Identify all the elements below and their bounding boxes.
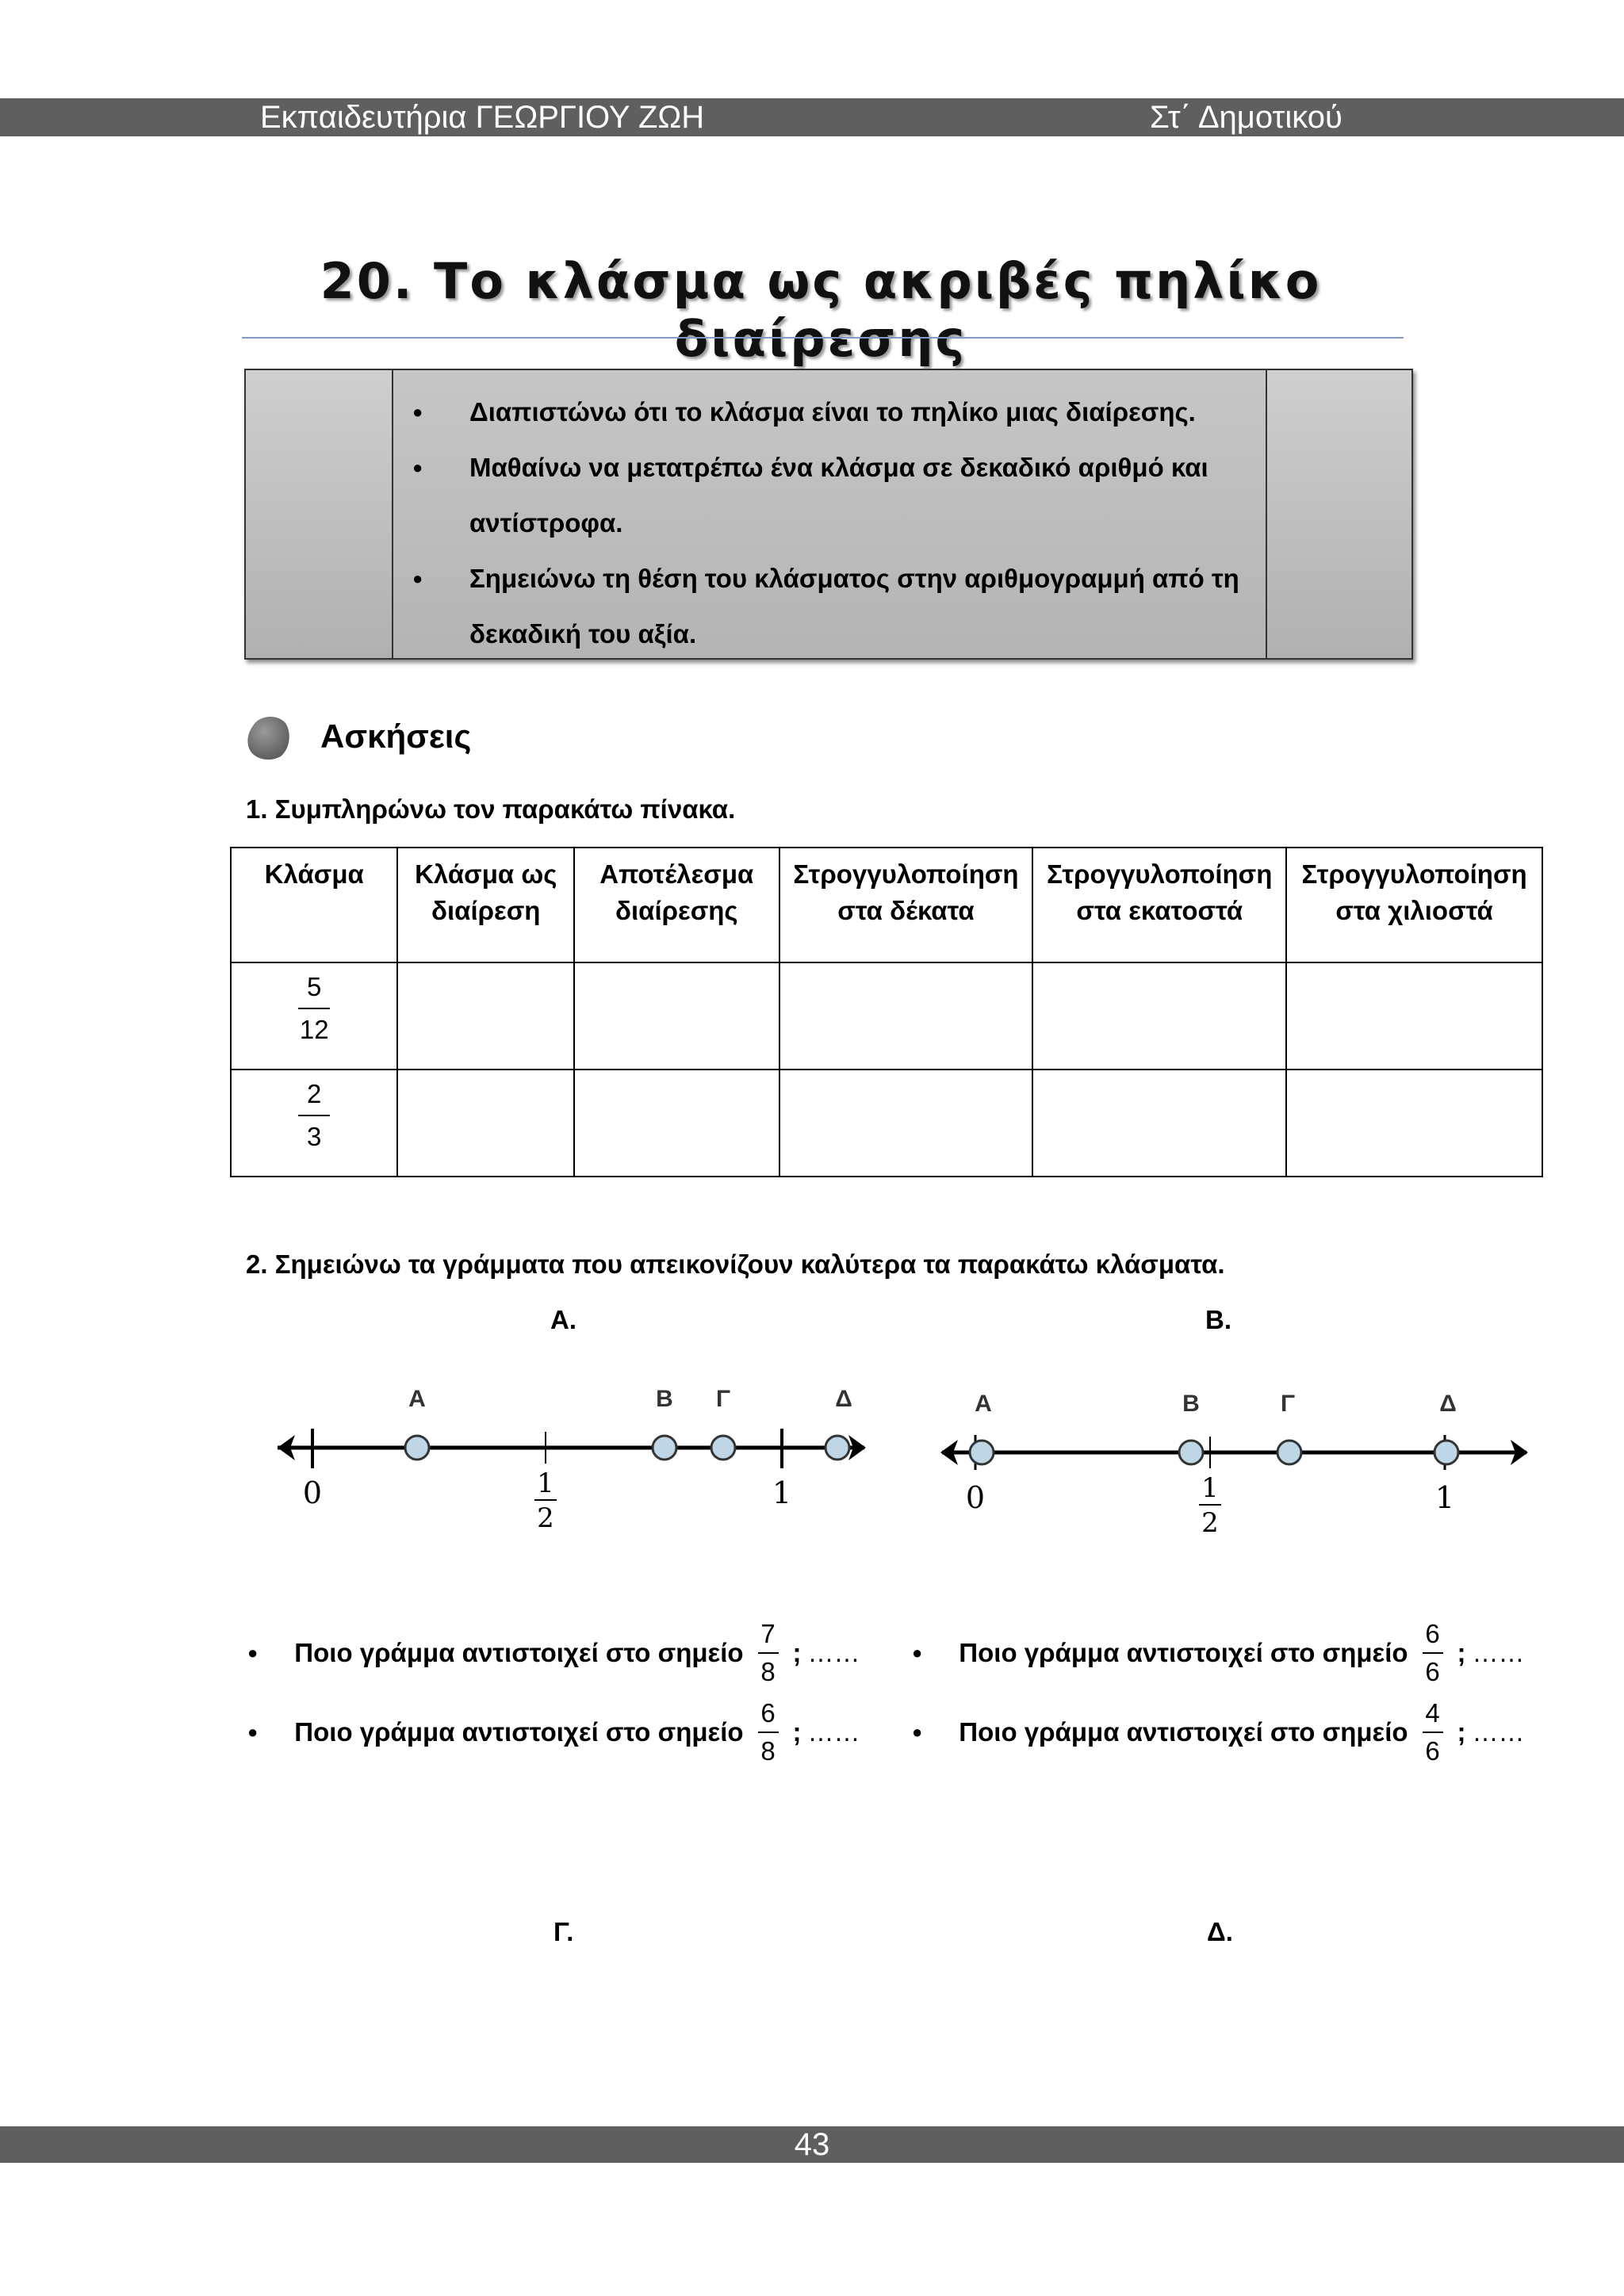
bullet-icon: ● (247, 1722, 259, 1742)
denominator: 8 (760, 1657, 776, 1686)
school-name: Εκπαιδευτήρια ΓΕΩΡΓΙΟΥ ΖΩΗ (260, 100, 705, 135)
exercises-heading: Ασκήσεις (320, 718, 472, 755)
denominator: 6 (1425, 1657, 1440, 1686)
tick-label-one: 1 (772, 1475, 792, 1510)
question-text: Ποιο γράμμα αντιστοιχεί στο σημείο (959, 1717, 1408, 1747)
point-label: Δ (835, 1386, 852, 1412)
denominator: 6 (1425, 1736, 1440, 1766)
fraction-table (230, 847, 1543, 1177)
goals-right-panel (1266, 370, 1411, 658)
column-header: Κλάσμα (231, 848, 397, 962)
part-b-label: Β. (1205, 1305, 1231, 1334)
fraction-bar (298, 1115, 330, 1116)
numerator: 6 (760, 1698, 776, 1728)
answer-cell[interactable] (779, 962, 1033, 1070)
point-d (1434, 1391, 1458, 1464)
goals-box (244, 369, 1413, 660)
denominator: 8 (760, 1736, 776, 1766)
number-line-a (262, 1372, 880, 1546)
point-label: Α (975, 1391, 992, 1417)
answer-cell[interactable] (574, 1070, 779, 1177)
goal-item: ● Μαθαίνω να μετατρέπω ένα κλάσμα σε δεκαδικό αριθμό και αντίστροφα. (412, 440, 1253, 551)
question-text: Ποιο γράμμα αντιστοιχεί στο σημείο (294, 1717, 744, 1747)
point-label: Β (656, 1386, 673, 1412)
column-header: Κλάσμα ως διαίρεση (397, 848, 574, 962)
fraction-cell (231, 1070, 397, 1177)
answer-cell[interactable] (779, 1070, 1033, 1177)
answer-cell[interactable] (397, 1070, 574, 1177)
answer-cell[interactable] (1286, 962, 1542, 1070)
number-line-b (928, 1376, 1538, 1551)
tick-label-half-den: 2 (1201, 1507, 1219, 1539)
tick-label-half-den: 2 (537, 1502, 554, 1534)
answer-blank[interactable]: …… (807, 1638, 860, 1667)
numerator: 2 (307, 1079, 322, 1108)
point-c (1277, 1391, 1301, 1464)
point-label: Β (1182, 1391, 1200, 1417)
question-mark: ; (792, 1638, 802, 1667)
fraction (298, 1078, 330, 1153)
numerator: 5 (307, 972, 322, 1001)
answer-cell[interactable] (1032, 962, 1286, 1070)
fraction-bar (1423, 1732, 1443, 1733)
fraction (758, 1619, 779, 1687)
table-row (231, 1070, 1542, 1177)
question-mark: ; (1457, 1638, 1466, 1667)
fraction-bar (758, 1652, 779, 1654)
point-label: Δ (1439, 1391, 1457, 1417)
table-row (231, 962, 1542, 1070)
answer-cell[interactable] (1286, 1070, 1542, 1177)
denominator: 3 (307, 1122, 322, 1151)
goals-left-panel (246, 370, 393, 658)
tick-label-one: 1 (1434, 1480, 1455, 1515)
part-c-label: Γ. (553, 1917, 574, 1946)
exercises-blob-icon (246, 714, 290, 761)
bullet-icon: ● (912, 1722, 923, 1742)
answer-cell[interactable] (397, 962, 574, 1070)
part-a-label: Α. (550, 1305, 576, 1334)
question-a-1 (247, 1619, 860, 1687)
answer-cell[interactable] (574, 962, 779, 1070)
answer-cell[interactable] (1032, 1070, 1286, 1177)
question-b-1 (912, 1619, 1525, 1687)
numerator: 7 (760, 1619, 776, 1648)
question-text: Ποιο γράμμα αντιστοιχεί στο σημείο (959, 1638, 1408, 1667)
point-a (405, 1386, 429, 1460)
question-a-2 (247, 1698, 860, 1766)
title-divider (242, 337, 1404, 339)
tick-label-half-num: 1 (537, 1468, 554, 1499)
tick-label-zero: 0 (965, 1480, 986, 1515)
bullet-icon: ● (247, 1643, 259, 1663)
point-label: Γ (715, 1386, 731, 1412)
fraction (758, 1698, 779, 1766)
goals-list (412, 385, 1253, 662)
tick-label-half-num: 1 (1201, 1472, 1219, 1504)
point-b (1179, 1391, 1203, 1464)
numerator: 4 (1425, 1698, 1440, 1728)
page-title: 20. Το κλάσμα ως ακριβές πηλίκο διαίρεσης (320, 252, 1322, 368)
fraction (1423, 1619, 1443, 1687)
footer-bar (0, 2126, 1624, 2163)
fraction-bar (298, 1008, 330, 1009)
column-header: Αποτέλεσμα διαίρεσης (574, 848, 779, 962)
question-b-2 (912, 1698, 1525, 1766)
part-d-label: Δ. (1207, 1917, 1233, 1946)
answer-blank[interactable]: …… (1472, 1638, 1525, 1667)
table-header-row (231, 848, 1542, 962)
column-header: Στρογγυλοποίηση στα εκατοστά (1032, 848, 1286, 962)
point-a (970, 1391, 994, 1464)
denominator: 12 (299, 1015, 329, 1044)
question-mark: ; (792, 1717, 802, 1747)
point-label: Α (408, 1386, 426, 1412)
goal-item: ● Διαπιστώνω ότι το κλάσμα είναι το πηλίκο μιας διαίρεσης. (412, 385, 1253, 440)
question-text: Ποιο γράμμα αντιστοιχεί στο σημείο (294, 1638, 744, 1667)
point-b (653, 1386, 676, 1460)
fraction (1423, 1698, 1443, 1766)
point-d (825, 1386, 852, 1460)
fraction (298, 971, 330, 1046)
grade-label: Στ΄ Δημοτικού (1150, 100, 1342, 135)
goal-item: ● Σημειώνω τη θέση του κλάσματος στην αριθμογραμμή από τη δεκαδική του αξία. (412, 551, 1253, 662)
exercise-2-prompt: 2. Σημειώνω τα γράμματα που απεικονίζουν καλύτερα τα παρακάτω κλάσματα. (246, 1249, 1225, 1279)
fraction-cell (231, 962, 397, 1070)
column-header: Στρογγυλοποίηση στα χιλιοστά (1286, 848, 1542, 962)
column-header: Στρογγυλοποίηση στα δέκατα (779, 848, 1033, 962)
numerator: 6 (1425, 1619, 1440, 1648)
fraction-bar (1423, 1652, 1443, 1654)
fraction-bar (758, 1732, 779, 1733)
page-number: 43 (794, 2127, 830, 2162)
answer-blank[interactable]: …… (807, 1717, 860, 1747)
exercise-1-prompt: 1. Συμπληρώνω τον παρακάτω πίνακα. (246, 794, 736, 824)
answer-blank[interactable]: …… (1472, 1717, 1525, 1747)
tick-label-zero: 0 (302, 1475, 323, 1510)
question-mark: ; (1457, 1717, 1466, 1747)
point-c (711, 1386, 735, 1460)
header-bar (0, 98, 1624, 136)
point-label: Γ (1280, 1391, 1296, 1417)
bullet-icon: ● (912, 1643, 923, 1663)
